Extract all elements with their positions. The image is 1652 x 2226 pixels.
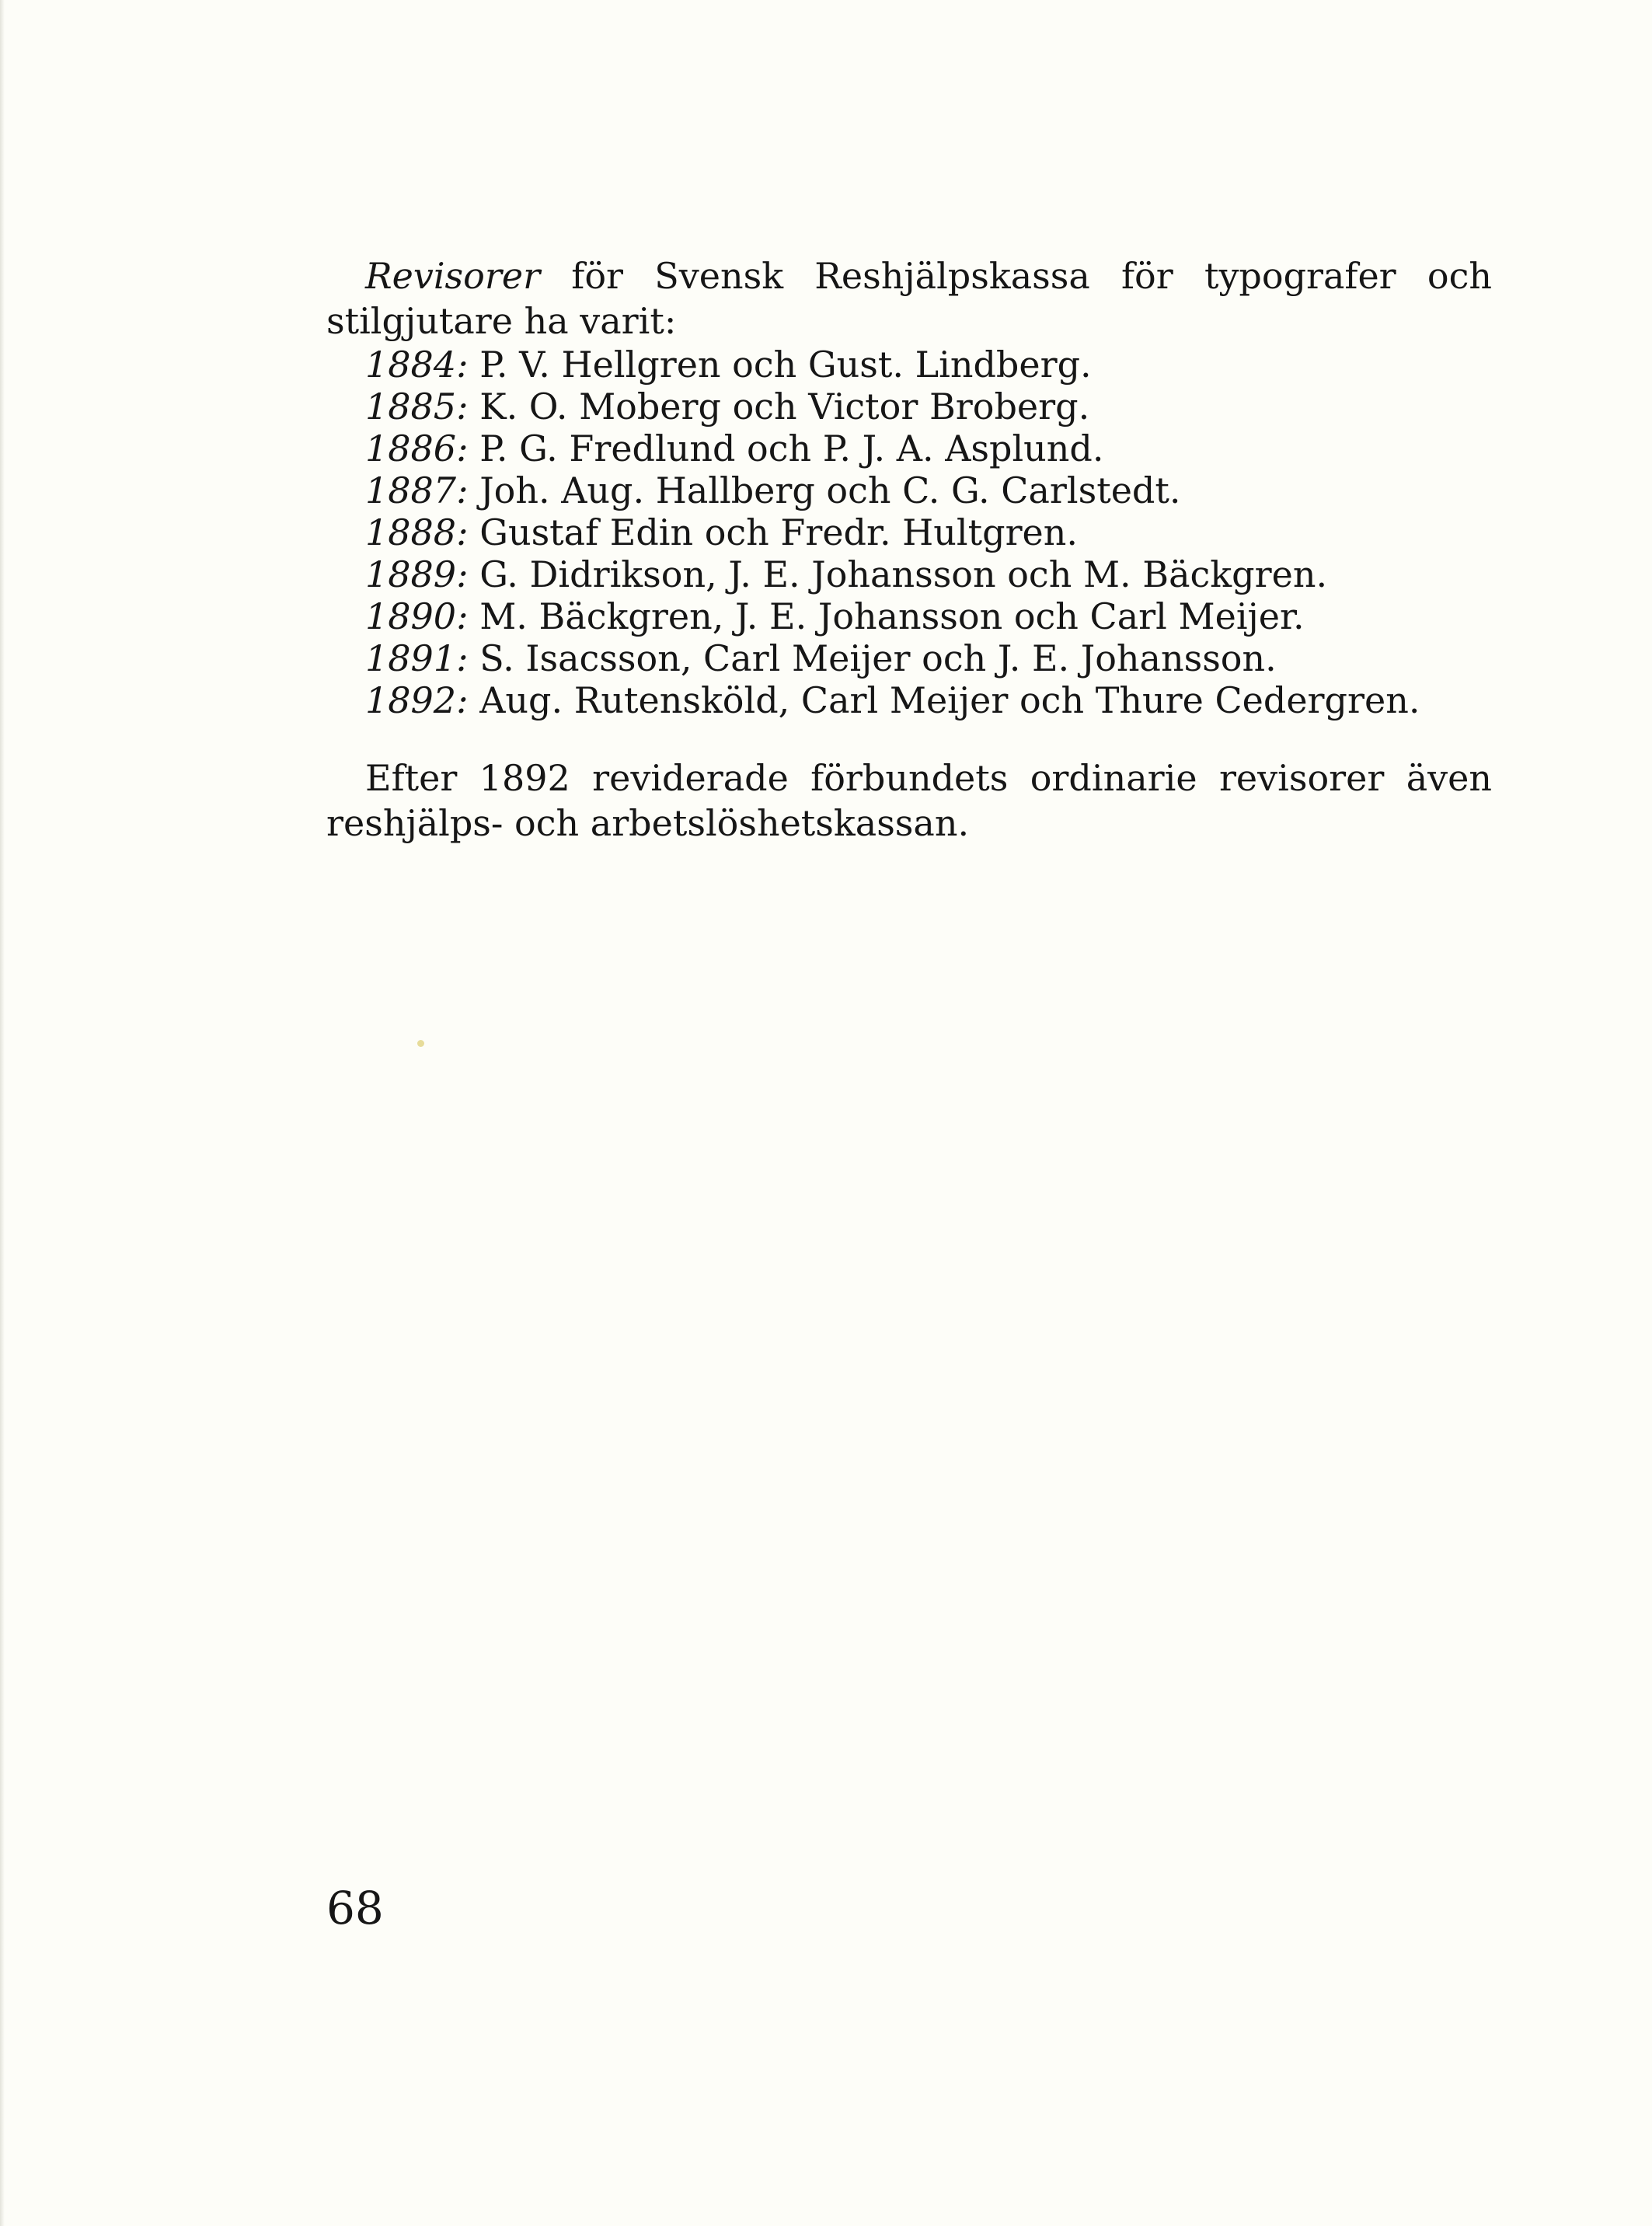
list-item [365,553,1420,595]
entry-names: Aug. Rutensköld, Carl Meijer och Thure Cedergren. [468,679,1420,721]
list-item [365,637,1420,679]
list-item [365,511,1420,553]
intro-text: för Svensk Reshjälpskassa för typografer och stilgjutare ha varit: [326,255,1492,342]
entry-names: K. O. Moberg och Victor Broberg. [468,386,1090,427]
auditor-list [365,344,1420,721]
closing-paragraph [326,755,1492,846]
closing-text: Efter 1892 reviderade förbundets ordinarie revisorer även reshjälps- och arbetslöshetskassan. [326,757,1492,844]
entry-year: 1886: [365,427,469,469]
intro-paragraph [326,253,1492,344]
list-item [365,386,1420,427]
paper-speck [417,1040,424,1047]
entry-names: S. Isacsson, Carl Meijer och J. E. Johansson. [468,637,1277,679]
entry-year: 1891: [365,637,469,679]
entry-year: 1892: [365,679,469,721]
entry-year: 1885: [365,386,469,427]
list-item [365,427,1420,469]
entry-names: G. Didrikson, J. E. Johansson och M. Bäckgren. [468,553,1328,595]
list-item [365,344,1420,386]
entry-names: P. G. Fredlund och P. J. A. Asplund. [468,427,1104,469]
entry-year: 1887: [365,469,469,511]
entry-year: 1884: [365,344,469,386]
entry-names: Joh. Aug. Hallberg och C. G. Carlstedt. [468,469,1181,511]
entry-names: M. Bäckgren, J. E. Johansson och Carl Meijer. [468,595,1305,637]
intro-lead-word: Revisorer [365,255,541,297]
list-item [365,679,1420,721]
entry-names: Gustaf Edin och Fredr. Hultgren. [468,511,1079,553]
entry-year: 1890: [365,595,469,637]
entry-year: 1888: [365,511,469,553]
list-item [365,469,1420,511]
list-item [365,595,1420,637]
page-number: 68 [326,1882,384,1935]
entry-year: 1889: [365,553,469,595]
entry-names: P. V. Hellgren och Gust. Lindberg. [468,344,1092,386]
page-edge-shadow [0,0,5,2226]
